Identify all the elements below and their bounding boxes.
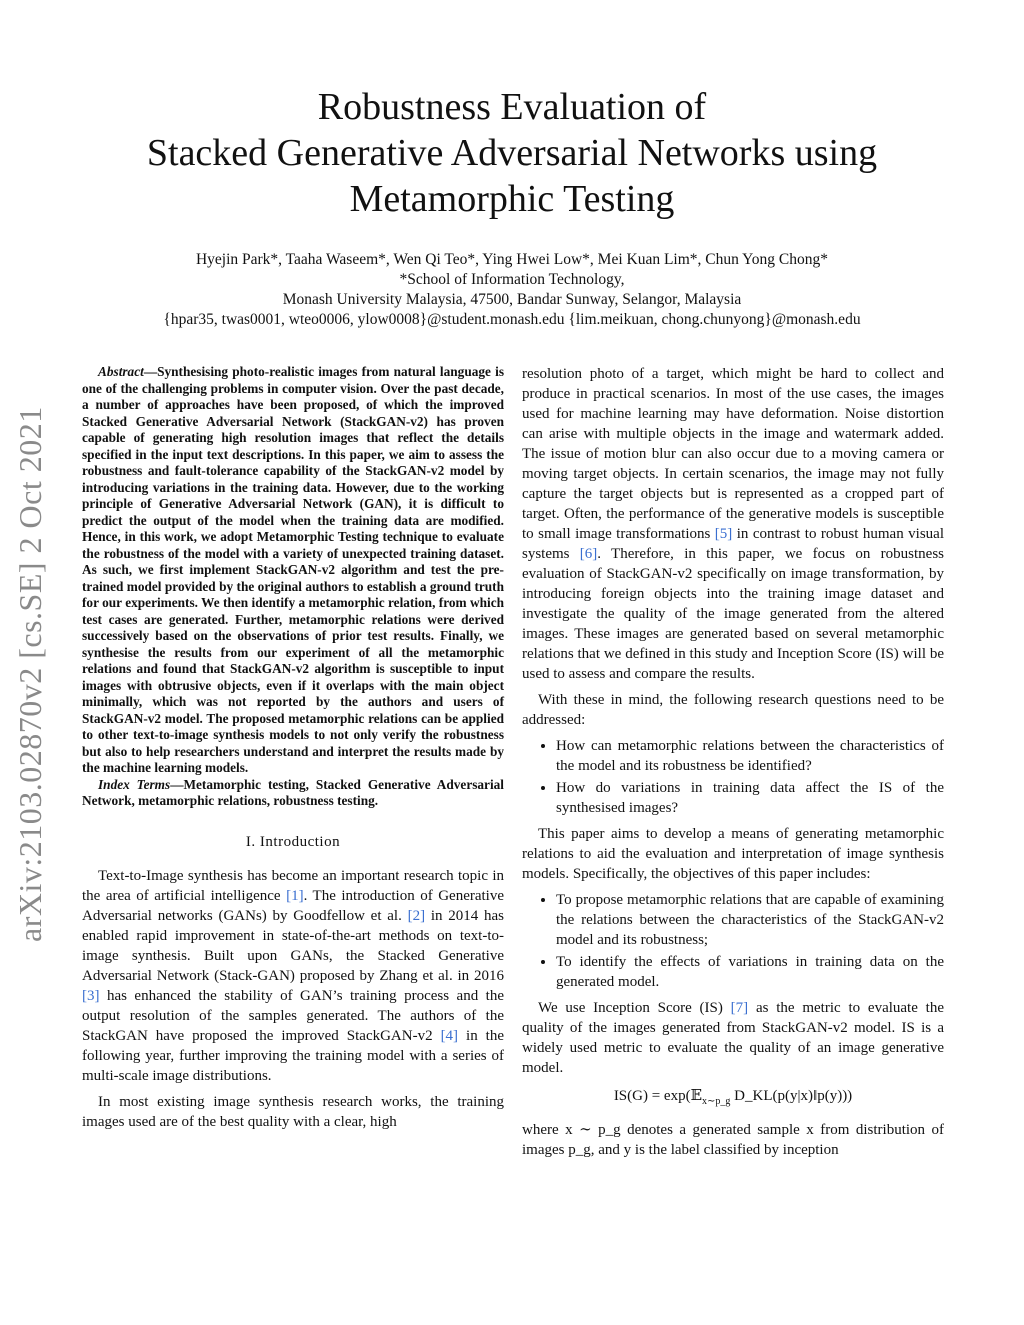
text-run: in 2014 has enabled rapid improvement in state-of-the-art methods on text-to-image synthesis. Built upon GANs, the Stacked Generative Adversarial Network (Stack-GAN) proposed by Zhang et al. in 2016 [82, 907, 504, 984]
author-names: Hyejin Park*, Taaha Waseem*, Wen Qi Teo*, Ying Hwei Low*, Mei Kuan Lim*, Chun Yong Chong* [195, 251, 829, 268]
objectives-list [522, 890, 944, 992]
author-emails: {hpar35, twas0001, wteo0006, ylow0008}@student.monash.edu {lim.meikuan, chong.chunyong}@monash.edu [163, 311, 861, 328]
abstract-text: —Synthesising photo-realistic images from natural language is one of the challenging problems in computer vision. Over the past decade, a number of approaches have been proposed, of which the improved Stacked Generative Adversarial Network (StackGAN-v2) has proven capable of generating high resolution images that reflect the details specified in the input text descriptions. In this paper, we aim to assess the robustness and fault-tolerance capability of the StackGAN-v2 model by introducing variations in the training data. However, due to the working principle of Generative Adversarial Network (GAN), it is difficult to predict the output of the model when the training data are modified. Hence, in this work, we adopt Metamorphic Testing technique to evaluate the robustness of the model with a variety of unexpected training dataset. As such, we first implement StackGAN-v2 algorithm and test the pre-trained model provided by the original authors to establish a ground truth for our experiments. We then identify a metamorphic relation, from which test cases are generated. Further, metamorphic relations were derived successively based on the observations of prior test results. Finally, we synthesise the results from our experiment of all the metamorphic relations and found that StackGAN-v2 algorithm is susceptible to input images with obtrusive objects, even if it overlaps with the main object minimally, which was not reported by the authors and users of StackGAN-v2 model. The proposed metamorphic relations can be applied to other text-to-image synthesis models to not only verify the robustness but also to help researchers understand and interpret the results made by the machine learning models. [82, 364, 504, 775]
index-terms-label: Index Terms [98, 776, 171, 792]
text-run: . Therefore, in this paper, we focus on robustness evaluation of StackGAN-v2 specifically on image transformation, by introducing foreign objects into the training image dataset and investigate the quality of the image generated from the altered images. These images are generated based on several metamorphic relations that we defined in this study and Inception Score (IS) will be used to assess and compare the results. [522, 546, 944, 682]
text-run: We use Inception Score (IS) [538, 1000, 731, 1016]
author-address: Monash University Malaysia, 47500, Bandar Sunway, Selangor, Malaysia [282, 291, 742, 308]
list-item: • To identify the effects of variations in training data on the generated model. [556, 952, 944, 992]
text-run: Text-to-Image synthesis has become an important research topic in the area of artificial intelligence [82, 867, 504, 904]
formula-rhs: D_KL(p(y|x)‖p(y))) [730, 1088, 853, 1104]
right-paragraph-3: This paper aims to develop a means of generating metamorphic relations to aid the evaluation and interpretation of image synthesis models. Specifically, the objectives of this paper includes: [522, 826, 944, 882]
list-item: • To propose metamorphic relations that are capable of examining the relations between the characteristics of the StackGAN-v2 model and its robustness; [556, 890, 944, 950]
text-run: . The introduction of Generative Adversarial networks (GANs) by Goodfellow et al. [82, 887, 504, 924]
right-column [522, 364, 944, 1166]
list-item: • How can metamorphic relations between the characteristics of the model and its robustness be identified? [556, 736, 944, 776]
citation-link[interactable]: [1] [286, 887, 304, 904]
text-run: in contrast to robust human visual systems [522, 526, 944, 562]
inception-score-formula [522, 1086, 944, 1112]
formula-lhs: IS(G) = exp(𝔼 [613, 1088, 703, 1104]
index-terms [82, 777, 504, 810]
text-run: in the following year, further improving the training model with a series of multi-scale image distributions. [82, 1027, 504, 1084]
abstract [82, 364, 504, 777]
formula-subscript: x∼p_g [702, 1096, 731, 1107]
citation-link[interactable]: [6] [579, 546, 598, 562]
citation-link[interactable]: [5] [714, 526, 733, 542]
citation-link[interactable]: [3] [82, 987, 100, 1004]
citation-link[interactable]: [4] [440, 1027, 459, 1044]
citation-link[interactable]: [2] [407, 907, 426, 924]
paper-title [80, 84, 944, 222]
title-line-3: Metamorphic Testing [349, 178, 675, 220]
left-column [82, 364, 504, 1138]
list-item: • How do variations in training data affect the IS of the synthesised images? [556, 778, 944, 818]
intro-paragraph-1 [82, 866, 504, 1086]
index-terms-text: —Metamorphic testing, Stacked Generative Adversarial Network, metamorphic relations, robustness testing. [82, 776, 504, 808]
abstract-label: Abstract [98, 364, 144, 379]
right-paragraph-1 [522, 364, 944, 684]
title-line-1: Robustness Evaluation of [317, 86, 707, 128]
text-run: has enhanced the stability of GAN’s training process and the output resolution of the samples generated. The authors of the StackGAN have proposed the improved StackGAN-v2 [82, 987, 504, 1044]
author-block [60, 250, 964, 330]
intro-paragraph-2: In most existing image synthesis research works, the training images used are of the best quality with a clear, high [82, 1093, 504, 1130]
right-paragraph-2: With these in mind, the following research questions need to be addressed: [522, 692, 944, 728]
right-paragraph-5: where x ∼ p_g denotes a generated sample x from distribution of images p_g, and y is the label classified by inception [522, 1122, 944, 1158]
text-run: resolution photo of a target, which might be hard to collect and produce in practical scenarios. In most of the use cases, the images used for machine learning may have deformation. Noise distortion can arise with multiple objects in the image and watermark added. The issue of motion blur can also occur due to a moving camera or moving target objects. In certain scenarios, the image may not fully capture the target objects but is represented as a cropped part of target. Often, the performance of the generative models is susceptible to small image transformations [522, 366, 944, 542]
section-heading-introduction: I. Introduction [245, 833, 341, 850]
arxiv-identifier-stamp: arXiv:2103.02870v2 [cs.SE] 2 Oct 2021 [12, 406, 48, 942]
citation-link[interactable]: [7] [730, 1000, 749, 1016]
title-line-2: Stacked Generative Adversarial Networks using [146, 132, 878, 174]
author-school: *School of Information Technology, [399, 271, 625, 288]
right-paragraph-4 [522, 998, 944, 1078]
text-run: as the metric to evaluate the quality of the images generated from StackGAN-v2 model. IS is a widely used metric to evaluate the quality of an image generative model. [522, 1000, 944, 1076]
research-questions-list [522, 736, 944, 818]
